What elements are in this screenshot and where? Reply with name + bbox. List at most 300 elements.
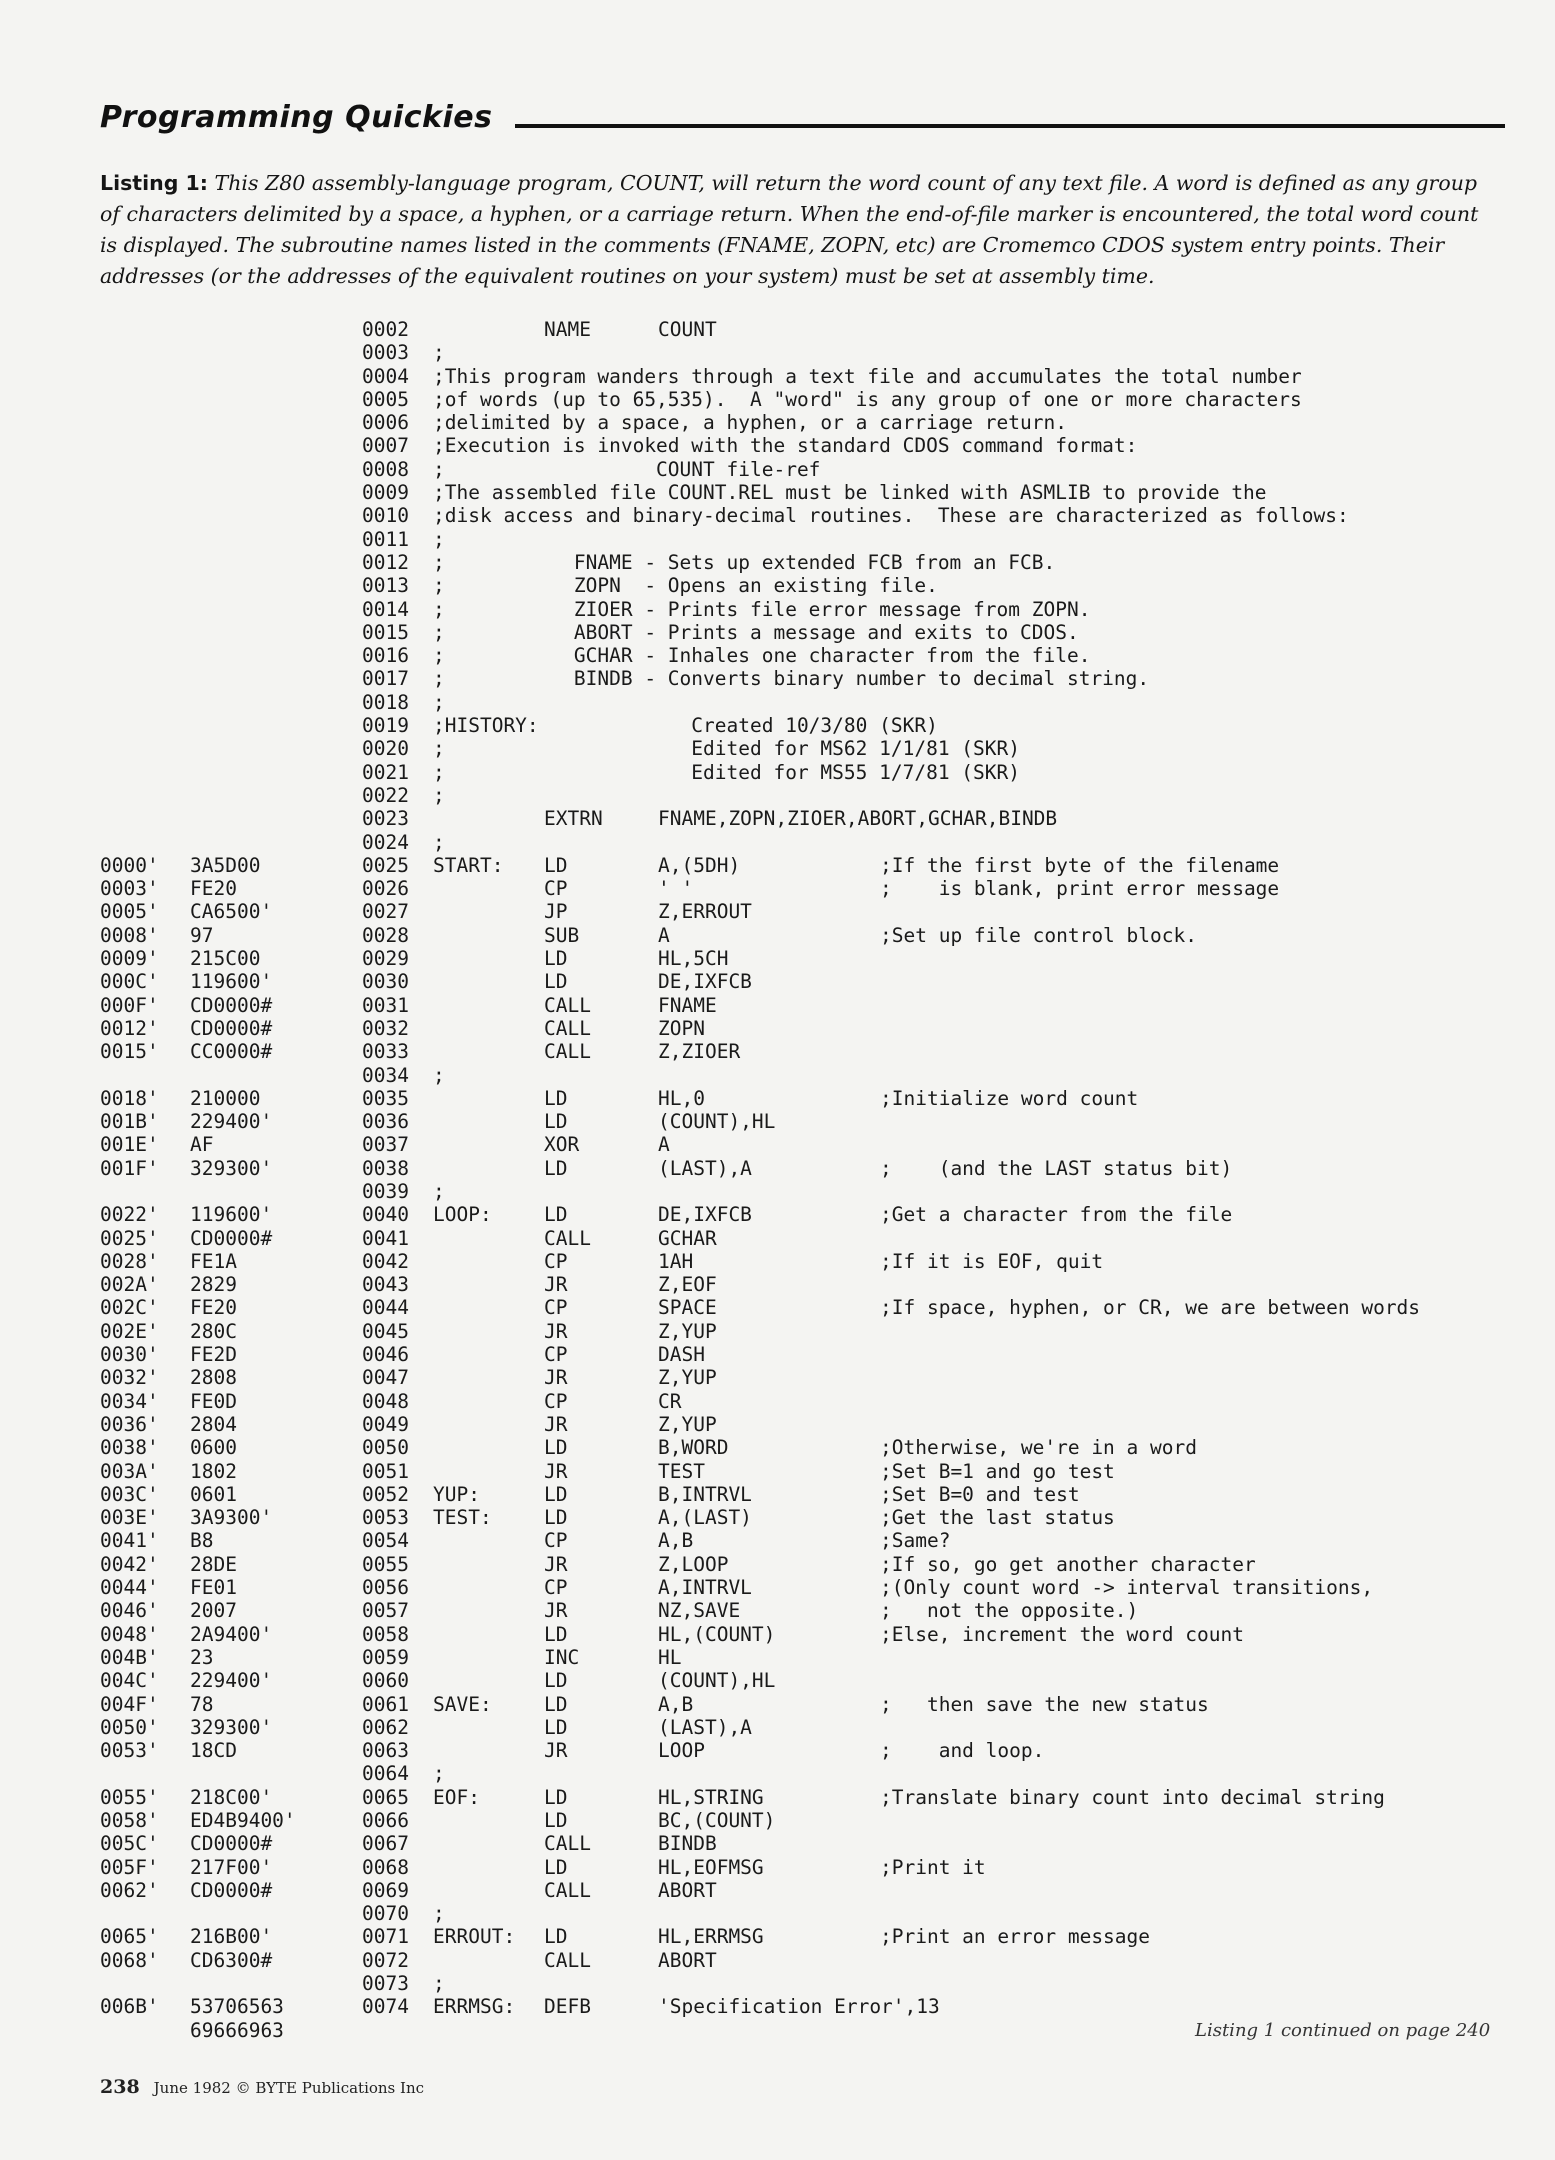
operand: Z,YUP	[658, 1319, 717, 1343]
source-text: ; Edited for MS55 1/7/81 (SKR)	[433, 760, 1020, 784]
object-code: 0600	[190, 1436, 237, 1460]
listing-line	[100, 504, 1550, 527]
operand: 1AH	[658, 1249, 694, 1273]
source-text: ;	[433, 830, 445, 854]
opcode: LD	[544, 1809, 568, 1832]
listing-line	[100, 1506, 1550, 1529]
opcode: LD	[544, 1436, 568, 1460]
comment: ; not the opposite.)	[880, 1599, 1139, 1623]
comment: ; is blank, print error message	[880, 877, 1280, 901]
comment: ;(Only count word -> interval transitions,	[880, 1576, 1374, 1600]
page-footer	[100, 2076, 424, 2098]
listing-line	[100, 1879, 1550, 1902]
source-text: ; COUNT file-ref	[433, 457, 821, 481]
page-number: 238	[100, 2076, 140, 2098]
listing-line	[100, 691, 1550, 714]
listing-line	[100, 411, 1550, 434]
source-text: ;	[433, 527, 445, 551]
address: 004F'	[100, 1692, 159, 1716]
object-code: FE20	[190, 1296, 237, 1320]
object-code: 3A9300'	[190, 1506, 273, 1530]
operand: (COUNT),HL	[658, 1669, 776, 1693]
operand: A	[658, 923, 670, 947]
operand: ABORT	[658, 1948, 717, 1972]
opcode: CALL	[544, 1832, 591, 1856]
address: 001F'	[100, 1156, 159, 1180]
listing-line	[100, 761, 1550, 784]
opcode: JR	[544, 1273, 568, 1297]
opcode: CP	[544, 1529, 568, 1553]
comment: ;Set B=1 and go test	[880, 1459, 1115, 1483]
address: 0022'	[100, 1203, 159, 1227]
operand: ABORT	[658, 1878, 717, 1902]
address: 0038'	[100, 1436, 159, 1460]
opcode: JR	[544, 1599, 568, 1623]
comment: ; (and the LAST status bit)	[880, 1156, 1233, 1180]
source-text: ;disk access and binary-decimal routines. These are characterized as follows:	[433, 504, 1349, 528]
source-text: ;of words (up to 65,535). A "word" is any group of one or more characters	[433, 387, 1302, 411]
listing-line	[100, 1786, 1550, 1809]
line-number: 0036	[362, 1110, 409, 1134]
address: 0050'	[100, 1715, 159, 1739]
opcode: CALL	[544, 1948, 591, 1972]
listing-line	[100, 1646, 1550, 1669]
listing-line	[100, 1064, 1550, 1087]
listing-line	[100, 1925, 1550, 1948]
opcode: INC	[544, 1645, 580, 1669]
line-number: 0049	[362, 1412, 409, 1436]
line-number: 0010	[362, 504, 409, 528]
line-number: 0023	[362, 807, 409, 831]
line-number: 0030	[362, 970, 409, 994]
address: 003E'	[100, 1506, 159, 1530]
line-number: 0039	[362, 1179, 409, 1203]
object-code: 2A9400'	[190, 1622, 273, 1646]
comment: ;Initialize word count	[880, 1086, 1139, 1110]
object-code: CD0000#	[190, 1832, 273, 1856]
line-number: 0064	[362, 1762, 409, 1786]
listing-line	[100, 714, 1550, 737]
address: 0025'	[100, 1226, 159, 1250]
opcode: XOR	[544, 1133, 580, 1157]
line-number: 0017	[362, 667, 409, 691]
source-text: ; Edited for MS62 1/1/81 (SKR)	[433, 737, 1020, 761]
line-number: 0013	[362, 574, 409, 598]
listing-line	[100, 1623, 1550, 1646]
operand: 'Specification Error',13	[658, 1995, 940, 2019]
opcode: LD	[544, 1855, 568, 1879]
address: 0042'	[100, 1552, 159, 1576]
opcode: LD	[544, 1156, 568, 1180]
line-number: 0061	[362, 1692, 409, 1716]
operand: B,INTRVL	[658, 1482, 752, 1506]
operand: Z,ERROUT	[658, 900, 752, 924]
listing-line	[100, 1995, 1550, 2018]
address: 0055'	[100, 1785, 159, 1809]
address: 0015'	[100, 1040, 159, 1064]
line-number: 0021	[362, 760, 409, 784]
object-code: 119600'	[190, 970, 273, 994]
page-header	[100, 100, 1505, 140]
object-code: 2804	[190, 1412, 237, 1436]
operand: COUNT	[658, 318, 717, 341]
operand: HL,(COUNT)	[658, 1622, 776, 1646]
source-text: ; ZIOER - Prints file error message from ZOPN.	[433, 597, 1091, 621]
source-text: ;	[433, 690, 445, 714]
listing-line	[100, 1133, 1550, 1156]
opcode: CALL	[544, 1878, 591, 1902]
address: 0036'	[100, 1412, 159, 1436]
line-number: 0028	[362, 923, 409, 947]
source-text: ;HISTORY: Created 10/3/80 (SKR)	[433, 714, 938, 738]
object-code: 210000	[190, 1086, 261, 1110]
listing-line	[100, 1832, 1550, 1855]
line-number: 0015	[362, 620, 409, 644]
comment: ;Print it	[880, 1855, 986, 1879]
object-code: CC0000#	[190, 1040, 273, 1064]
address: 003C'	[100, 1482, 159, 1506]
opcode: JR	[544, 1366, 568, 1390]
object-code: 2829	[190, 1273, 237, 1297]
address: 003A'	[100, 1459, 159, 1483]
object-code: B8	[190, 1529, 214, 1553]
line-number: 0053	[362, 1506, 409, 1530]
object-code: FE2D	[190, 1343, 237, 1367]
listing-line	[100, 1087, 1550, 1110]
operand: CR	[658, 1389, 682, 1413]
listing-line	[100, 551, 1550, 574]
line-number: 0045	[362, 1319, 409, 1343]
operand: DASH	[658, 1343, 705, 1367]
line-number: 0012	[362, 550, 409, 574]
line-number: 0018	[362, 690, 409, 714]
listing-line	[100, 1669, 1550, 1692]
operand: (COUNT),HL	[658, 1110, 776, 1134]
operand: FNAME	[658, 993, 717, 1017]
label: ERRMSG:	[433, 1995, 516, 2019]
operand: BC,(COUNT)	[658, 1809, 776, 1832]
address: 006B'	[100, 1995, 159, 2019]
header-rule	[515, 124, 1505, 128]
source-text: ;	[433, 783, 445, 807]
opcode: LD	[544, 1506, 568, 1530]
address: 0005'	[100, 900, 159, 924]
section-title: Programming Quickies	[100, 100, 493, 135]
opcode: JR	[544, 1412, 568, 1436]
line-number: 0027	[362, 900, 409, 924]
operand: SPACE	[658, 1296, 717, 1320]
listing-line	[100, 598, 1550, 621]
listing-line	[100, 1157, 1550, 1180]
line-number: 0074	[362, 1995, 409, 2019]
listing-line	[100, 1180, 1550, 1203]
operand: HL,EOFMSG	[658, 1855, 764, 1879]
operand: A	[658, 1133, 670, 1157]
listing-line	[100, 1762, 1550, 1785]
address: 004B'	[100, 1645, 159, 1669]
line-number: 0073	[362, 1972, 409, 1996]
listing-line	[100, 341, 1550, 364]
listing-line	[100, 737, 1550, 760]
line-number: 0031	[362, 993, 409, 1017]
operand: B,WORD	[658, 1436, 729, 1460]
opcode: JR	[544, 1552, 568, 1576]
operand: Z,LOOP	[658, 1552, 729, 1576]
opcode: CALL	[544, 1016, 591, 1040]
line-number: 0029	[362, 947, 409, 971]
opcode: JR	[544, 1319, 568, 1343]
listing-line	[100, 1856, 1550, 1879]
address: 0000'	[100, 853, 159, 877]
listing-line	[100, 434, 1550, 457]
address: 001B'	[100, 1110, 159, 1134]
listing-line	[100, 1529, 1550, 1552]
opcode: DEFB	[544, 1995, 591, 2019]
operand: (LAST),A	[658, 1715, 752, 1739]
listing-line	[100, 831, 1550, 854]
listing-line	[100, 1576, 1550, 1599]
line-number: 0022	[362, 783, 409, 807]
address: 000F'	[100, 993, 159, 1017]
line-number: 0058	[362, 1622, 409, 1646]
object-code: CD0000#	[190, 993, 273, 1017]
listing-line	[100, 1320, 1550, 1343]
address: 0046'	[100, 1599, 159, 1623]
line-number: 0040	[362, 1203, 409, 1227]
operand: Z,EOF	[658, 1273, 717, 1297]
caption-text: This Z80 assembly-language program, COUNT, will return the word count of any text file. A word is defined as any group of characters delimited by a space, a hyphen, or a carriage return. When the end-of-file marker is encountered, the total word count is displayed. The subroutine names listed in the comments (FNAME, ZOPN, etc) are Cromemco CDOS system entry points. Their addresses (or the addresses of the equivalent routines on your system) must be set at assembly time.	[100, 171, 1479, 288]
line-number: 0038	[362, 1156, 409, 1180]
source-text: ;The assembled file COUNT.REL must be linked with ASMLIB to provide the	[433, 481, 1267, 505]
address: 000C'	[100, 970, 159, 994]
address: 0032'	[100, 1366, 159, 1390]
comment: ;Translate binary count into decimal string	[880, 1785, 1385, 1809]
line-number: 0032	[362, 1016, 409, 1040]
line-number: 0034	[362, 1063, 409, 1087]
address: 0058'	[100, 1809, 159, 1832]
source-text: ; FNAME - Sets up extended FCB from an FCB.	[433, 550, 1056, 574]
operand: A,INTRVL	[658, 1576, 752, 1600]
listing-line	[100, 528, 1550, 551]
line-number: 0060	[362, 1669, 409, 1693]
listing-line	[100, 1110, 1550, 1133]
line-number: 0072	[362, 1948, 409, 1972]
object-code: ED4B9400'	[190, 1809, 296, 1832]
opcode: CP	[544, 1389, 568, 1413]
address: 005C'	[100, 1832, 159, 1856]
line-number: 0009	[362, 481, 409, 505]
opcode: LD	[544, 1715, 568, 1739]
comment: ; and loop.	[880, 1739, 1045, 1763]
line-number: 0024	[362, 830, 409, 854]
line-number: 0007	[362, 434, 409, 458]
object-code: 78	[190, 1692, 214, 1716]
object-code: CD6300#	[190, 1948, 273, 1972]
line-number: 0005	[362, 387, 409, 411]
operand: BINDB	[658, 1832, 717, 1856]
object-code: 23	[190, 1645, 214, 1669]
operand: Z,ZIOER	[658, 1040, 741, 1064]
operand: HL,0	[658, 1086, 705, 1110]
comment: ;If the first byte of the filename	[880, 853, 1280, 877]
line-number: 0019	[362, 714, 409, 738]
operand: NZ,SAVE	[658, 1599, 741, 1623]
listing-line	[100, 1483, 1550, 1506]
listing-line	[100, 365, 1550, 388]
listing-line	[100, 667, 1550, 690]
opcode: LD	[544, 1692, 568, 1716]
source-text: ;delimited by a space, a hyphen, or a carriage return.	[433, 411, 1067, 435]
line-number: 0055	[362, 1552, 409, 1576]
opcode: LD	[544, 1785, 568, 1809]
comment: ;Set B=0 and test	[880, 1482, 1080, 1506]
line-number: 0035	[362, 1086, 409, 1110]
address: 0008'	[100, 923, 159, 947]
line-number: 0014	[362, 597, 409, 621]
object-code: 53706563	[190, 1995, 284, 2019]
line-number: 0011	[362, 527, 409, 551]
operand: FNAME,ZOPN,ZIOER,ABORT,GCHAR,BINDB	[658, 807, 1058, 831]
object-code: 215C00	[190, 947, 261, 971]
operand: HL,STRING	[658, 1785, 764, 1809]
address: 0012'	[100, 1016, 159, 1040]
comment: ;Get the last status	[880, 1506, 1115, 1530]
comment: ;If so, go get another character	[880, 1552, 1256, 1576]
object-code: 0601	[190, 1482, 237, 1506]
listing-line	[100, 1599, 1550, 1622]
operand: TEST	[658, 1459, 705, 1483]
line-number: 0056	[362, 1576, 409, 1600]
listing-line	[100, 1040, 1550, 1063]
address: 0030'	[100, 1343, 159, 1367]
address: 0009'	[100, 947, 159, 971]
listing-line	[100, 1739, 1550, 1762]
line-number: 0062	[362, 1715, 409, 1739]
listing-line	[100, 458, 1550, 481]
listing-line	[100, 1413, 1550, 1436]
listing-line	[100, 1949, 1550, 1972]
opcode: LD	[544, 1669, 568, 1693]
object-code: 229400'	[190, 1669, 273, 1693]
object-code: 119600'	[190, 1203, 273, 1227]
listing-line	[100, 1716, 1550, 1739]
opcode: LD	[544, 1203, 568, 1227]
code-listing	[100, 318, 1550, 2042]
source-text: ; ZOPN - Opens an existing file.	[433, 574, 938, 598]
label: ERROUT:	[433, 1925, 516, 1949]
line-number: 0008	[362, 457, 409, 481]
line-number: 0070	[362, 1902, 409, 1926]
listing-line	[100, 1273, 1550, 1296]
listing-line	[100, 1203, 1550, 1226]
listing-line	[100, 807, 1550, 830]
object-code: 229400'	[190, 1110, 273, 1134]
source-text: ;	[433, 341, 445, 365]
opcode: LD	[544, 1622, 568, 1646]
source-text: ;	[433, 1902, 445, 1926]
operand: DE,IXFCB	[658, 1203, 752, 1227]
listing-line	[100, 970, 1550, 993]
line-number: 0057	[362, 1599, 409, 1623]
object-code: 18CD	[190, 1739, 237, 1763]
listing-line	[100, 1553, 1550, 1576]
listing-line	[100, 644, 1550, 667]
line-number: 0067	[362, 1832, 409, 1856]
operand: Z,YUP	[658, 1412, 717, 1436]
line-number: 0020	[362, 737, 409, 761]
comment: ;Else, increment the word count	[880, 1622, 1244, 1646]
operand: HL,ERRMSG	[658, 1925, 764, 1949]
listing-caption	[100, 168, 1500, 292]
object-code: 217F00'	[190, 1855, 273, 1879]
listing-line	[100, 1366, 1550, 1389]
object-code: FE0D	[190, 1389, 237, 1413]
line-number: 0044	[362, 1296, 409, 1320]
object-code: 28DE	[190, 1552, 237, 1576]
object-code: 329300'	[190, 1715, 273, 1739]
listing-line	[100, 1436, 1550, 1459]
address: 0048'	[100, 1622, 159, 1646]
address: 0044'	[100, 1576, 159, 1600]
listing-line	[100, 877, 1550, 900]
operand: A,B	[658, 1529, 694, 1553]
listing-line	[100, 947, 1550, 970]
listing-line	[100, 1227, 1550, 1250]
opcode: LD	[544, 1086, 568, 1110]
address: 0003'	[100, 877, 159, 901]
opcode: CP	[544, 1249, 568, 1273]
address: 0068'	[100, 1948, 159, 1972]
address: 002E'	[100, 1319, 159, 1343]
operand: A,(LAST)	[658, 1506, 752, 1530]
line-number: 0068	[362, 1855, 409, 1879]
object-code: 218C00'	[190, 1785, 273, 1809]
comment: ; then save the new status	[880, 1692, 1209, 1716]
listing-line	[100, 1017, 1550, 1040]
operand: DE,IXFCB	[658, 970, 752, 994]
line-number: 0066	[362, 1809, 409, 1832]
source-text: ;	[433, 1972, 445, 1996]
object-code: CD0000#	[190, 1016, 273, 1040]
listing-line	[100, 621, 1550, 644]
operand: HL	[658, 1645, 682, 1669]
line-number: 0051	[362, 1459, 409, 1483]
object-code: CD0000#	[190, 1878, 273, 1902]
operand: (LAST),A	[658, 1156, 752, 1180]
listing-line	[100, 1296, 1550, 1319]
comment: ;If space, hyphen, or CR, we are between words	[880, 1296, 1421, 1320]
address: 005F'	[100, 1855, 159, 1879]
listing-line	[100, 1809, 1550, 1832]
listing-line	[100, 784, 1550, 807]
listing-line	[100, 1902, 1550, 1925]
address: 002C'	[100, 1296, 159, 1320]
address: 0053'	[100, 1739, 159, 1763]
listing-line	[100, 388, 1550, 411]
line-number: 0043	[362, 1273, 409, 1297]
object-code: AF	[190, 1133, 214, 1157]
comment: ;Get a character from the file	[880, 1203, 1233, 1227]
label: EOF:	[433, 1785, 480, 1809]
opcode: JP	[544, 900, 568, 924]
listing-line	[100, 1693, 1550, 1716]
object-code: FE1A	[190, 1249, 237, 1273]
opcode: CALL	[544, 1226, 591, 1250]
object-code: 97	[190, 923, 214, 947]
line-number: 0071	[362, 1925, 409, 1949]
comment: ;Same?	[880, 1529, 951, 1553]
listing-line	[100, 900, 1550, 923]
